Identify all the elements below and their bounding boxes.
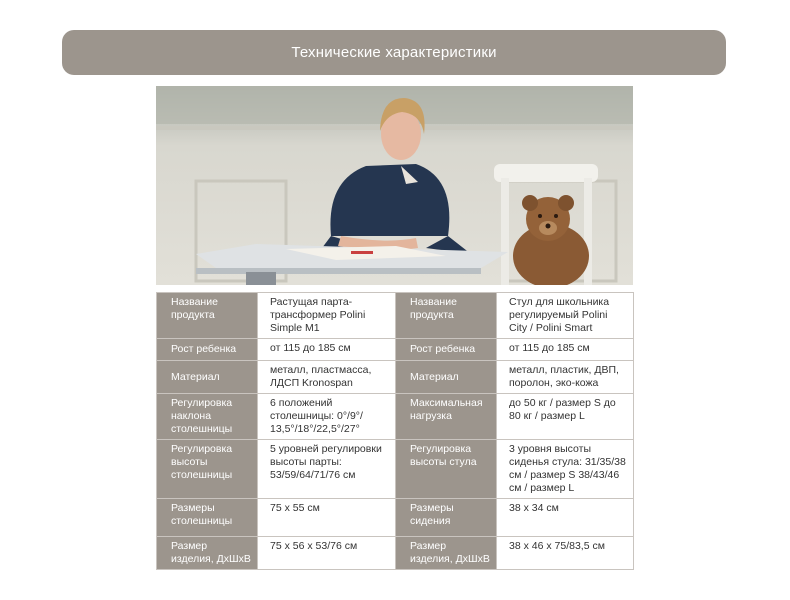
desk-spec-value: металл, пластмасса, ЛДСП Kronospan bbox=[258, 361, 396, 394]
table-row bbox=[157, 537, 634, 570]
desk-spec-label: Регулировка высоты столешницы bbox=[157, 440, 258, 499]
chair-spec-label: Материал bbox=[396, 361, 497, 394]
desk-spec-label: Рост ребенка bbox=[157, 339, 258, 361]
table-row bbox=[157, 361, 634, 394]
chair-spec-value: 38 х 46 х 75/83,5 см bbox=[497, 537, 634, 570]
desk-spec-label: Материал bbox=[157, 361, 258, 394]
desk-spec-label: Размер изделия, ДхШхВ bbox=[157, 537, 258, 570]
chair-spec-label: Размеры сидения bbox=[396, 499, 497, 537]
desk-spec-label: Регулировка наклона столешницы bbox=[157, 394, 258, 440]
desk-spec-label: Размеры столешницы bbox=[157, 499, 258, 537]
chair-spec-label: Регулировка высоты стула bbox=[396, 440, 497, 499]
chair-spec-label: Размер изделия, ДхШхВ bbox=[396, 537, 497, 570]
chair-spec-label: Максимальная нагрузка bbox=[396, 394, 497, 440]
page-title: Технические характеристики bbox=[291, 44, 497, 61]
product-photo bbox=[156, 86, 633, 285]
desk-spec-value: 6 положений столешницы: 0°/9°/ 13,5°/18°/22,5°/27° bbox=[258, 394, 396, 440]
chair-spec-value: металл, пластик, ДВП, поролон, эко-кожа bbox=[497, 361, 634, 394]
desk-spec-value: от 115 до 185 см bbox=[258, 339, 396, 361]
chair-spec-label: Название продукта bbox=[396, 293, 497, 339]
specs-table bbox=[156, 292, 634, 570]
table-row bbox=[157, 394, 634, 440]
chair-spec-value: от 115 до 185 см bbox=[497, 339, 634, 361]
table-row bbox=[157, 339, 634, 361]
desk-spec-value: Растущая парта-трансформер Polini Simple M1 bbox=[258, 293, 396, 339]
desk-spec-value: 75 х 56 х 53/76 см bbox=[258, 537, 396, 570]
desk-spec-value: 75 х 55 см bbox=[258, 499, 396, 537]
table-row bbox=[157, 293, 634, 339]
chair-spec-label: Рост ребенка bbox=[396, 339, 497, 361]
table-row bbox=[157, 440, 634, 499]
chair-spec-value: 38 х 34 см bbox=[497, 499, 634, 537]
table-row bbox=[157, 499, 634, 537]
desk-spec-value: 5 уровней регулировки высоты парты: 53/59/64/71/76 см bbox=[258, 440, 396, 499]
chair-spec-value: Стул для школьника регулируемый Polini City / Polini Smart bbox=[497, 293, 634, 339]
chair-spec-value: 3 уровня высоты сиденья стула: 31/35/38 см / размер S 38/43/46 см / размер L bbox=[497, 440, 634, 499]
desk-spec-label: Название продукта bbox=[157, 293, 258, 339]
chair-spec-value: до 50 кг / размер S до 80 кг / размер L bbox=[497, 394, 634, 440]
girl-at-desk-photo bbox=[156, 86, 633, 285]
page-title-bar bbox=[62, 30, 726, 75]
